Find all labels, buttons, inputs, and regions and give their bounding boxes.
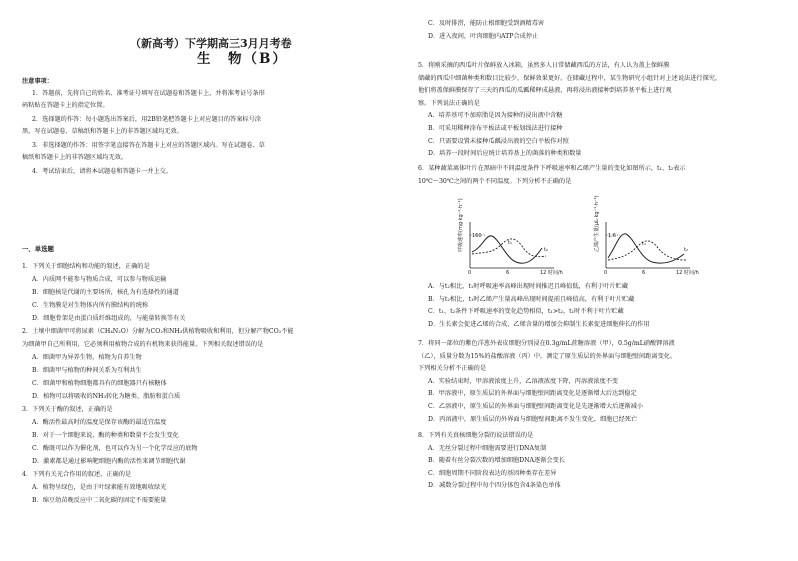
option-line: A．酶活性最高时的温度是保存该酶的最适宜温度 [32,419,167,426]
ethylene-graph [593,195,699,276]
q5-line: D．培养一段时间后应统计培养基上的菌落的种类和数量 [428,150,582,158]
svg-text:12: 12 [676,270,683,276]
question-line: 4．下列有关光合作用的叙述，正确的是 [22,471,132,478]
notice-line: 4．考试结束后，请将本试题卷和答题卡一并上交。 [32,168,173,175]
q8-line: C．细胞周期不同阶段表达的基因种类存在差异 [428,469,557,477]
option-line: C．酶既可以作为催化剂，也可以作为另一个化学反应的底物 [32,445,198,452]
q6o-line: D．生长素会促进乙烯的合成，乙烯含量的增加会抑制生长素促进细胞伸长的作用 [428,320,650,328]
q8-line: D．减数分裂过程中每个四分体包含4条染色单体 [428,482,561,490]
option-line: A．植物呈绿色，是由于叶绿素能有效地吸收绿光 [32,484,167,491]
right-ytick: 1.6 [608,233,616,239]
respiration-graph [457,198,563,276]
q7-line: （乙），质量分数为15%的盐酸溶液（丙）中，测定了原生质层的外界面与细胞壁间距离变化。 [418,352,677,360]
exam-title: （新高考）下学期高三3月月考卷 [130,37,292,50]
notice-line: 码粘贴在答题卡上的指定位置。 [22,102,109,109]
question-line: 1．下列关于细胞结构和功能的叙述，正确的是 [22,263,150,270]
svg-text:0: 0 [468,270,472,276]
q6o-line: C．t₁、t₂条件下呼吸速率的变化趋势相似，t₁>t₂，t₁时不利于叶片贮藏 [428,308,624,316]
notice-line: 1．答题前，先将自己的姓名、准考证号填写在试题卷和答题卡上，并将准考证号条形 [32,90,265,97]
rtop-line: C．及时排涝，能防止根细胞受到酒精毒害 [428,20,545,27]
notice-line: 稿纸和答题卡上的非答题区域均无效。 [22,154,128,161]
q5-line: C．只需要设置未接种瓜瓤浸出液的空白平板作对照 [428,137,569,145]
q6o-line: A．与t₂相比，t₁时呼吸速率高峰出现时间推迟且峰值低，有利于叶片贮藏 [428,283,629,290]
q6-figure [456,195,699,276]
right-label-t2: t₂ [684,247,688,253]
svg-text:6: 6 [642,270,646,276]
q5-line: 他们将盖保鲜膜保存了三天的西瓜的瓜瓤稀释成悬液，再将浸出液接种到培养基平板上进行观 [418,87,672,95]
left-ylabel: 呼吸速率(mg·kg⁻¹·h⁻¹) [458,198,464,252]
q8-line: B．随着有丝分裂次数的增加细胞DNA逐渐会变长 [428,457,565,465]
rtop-line: D．进入夜间，叶肉细胞内ATP合成停止 [428,33,539,40]
q8-line: A．无丝分裂过程中细胞需要进行DNA复制 [428,444,547,452]
q7-line: A．实验结束时，甲溶液浓度上升，乙溶液浓度下降，丙溶液浓度不变 [428,377,619,385]
q7-line: 7．将同一部位的紫色洋葱外表皮细胞分别浸在0.3g/mL蔗糖溶液（甲），0.5g/mL硝酸钾溶液 [418,340,675,347]
option-line: D．激素都是通过影响靶细胞内酶的活性来调节细胞代谢 [32,458,186,465]
svg-text:0: 0 [604,270,608,276]
left-label-t2: t₂ [544,247,548,253]
q5-line: B．可采用稀释涂布平板法或平板划线法进行接种 [428,125,563,132]
question-line: 为细菌甲自己所利用，它必须利用植物合成的有机物来获得能量。下列相关叙述错误的是 [22,341,264,348]
option-line: B．细菌甲与植物的种间关系为互利共生 [32,367,142,374]
right-label-t1: t₁ [642,241,646,247]
subject-title: 生 物（B） [197,51,288,67]
left-ytick: 160 [472,233,482,239]
notice-line: 黑，写在试题卷、草稿纸和答题卡上的非答题区域均无效。 [22,128,183,135]
section-heading: 一、单选题 [22,245,54,253]
svg-text:时间/h: 时间/h [548,270,563,276]
notice-heading: 注意事项： [22,78,53,85]
svg-text:12: 12 [540,270,547,276]
q5-line: 储藏的西瓜中细菌种类和数目比较少，保鲜效果更好。在储藏过程中，某生物研究小组针对上述说法进行探究， [418,74,722,82]
notice-line: 3．非选择题的作答：用签字笔直接答在答题卡上对应的答题区域内。写在试题卷、草 [32,142,265,149]
option-line: B．细胞核是代谢的主要场所，核孔为有选择性的通道 [32,289,179,296]
svg-text:6: 6 [506,270,510,276]
q6-line: 10℃～30℃之间的两个不同温度。下列分析不正确的是 [418,177,572,185]
q5-line: 5．将刚采摘的西瓜叶片保鲜放入冰箱，虽然多人日常储藏西瓜的方法，有人认为盖上保鲜膜 [418,62,670,69]
option-line: A．细菌甲为异养生物，植物为自养生物 [32,354,142,361]
q6o-line: B．与t₂相比，t₁时乙烯产生量高峰出现时间提前且峰值高，有利于叶片贮藏 [428,295,635,303]
q5-line: A．培养基可不加琼脂是因为接种的浸出液中含糖 [428,112,563,120]
q7-line: 下列相关分析不正确的是 [418,365,487,373]
option-line: D．植物可以将吸收的NH₃转化为糖类、脂肪和蛋白质 [32,393,181,400]
question-line: 2．土壤中细菌甲可将尿素（CH₄N₂O）分解为CO₂和NH₃供植物吸收和利用，但分解产物CO₂不能 [22,328,294,335]
option-line: A．内质网不能参与物质合成，可以参与物质运输 [32,276,167,283]
option-line: D．细胞骨架是由蛋白质纤维组成的，与能量转换等有关 [32,315,186,322]
q7-line: B．甲溶液中，原生质层的外界面与细胞壁间距离变化是逐渐增大后达到稳定 [428,390,637,398]
option-line: C．生物膜是对生物体内所有膜结构的统称 [32,302,149,309]
svg-text:时间/h: 时间/h [684,270,699,276]
q8-line: 8．下列有关真核细胞分裂的说法错误的是 [418,432,534,439]
q7-line: D．丙溶液中，原生质层的外界面与细胞壁间距离不发生变化，细胞已经死亡 [428,415,638,423]
question-line: 3．下列关于酶的叙述，正确的是 [22,406,113,413]
right-ylabel: 乙烯产生量(μL·kg⁻¹·h⁻¹) [594,195,600,252]
option-line: B．绵豆幼苗晚反应中二氧化碳的固定不需要能量 [32,497,167,504]
option-line: B．对于一个细胞来说，酶的种类和数量不会发生变化 [32,432,179,439]
q6-line: 6．某种蔬菜离体叶片在黑暗中不同温度条件下呼吸速率和乙烯产生量的变化如图所示，t₁、t₂表示 [418,165,686,172]
notice-line: 2．选择题的作答：每小题选出答案后，用2B铅笔把答题卡上对应题目的答案标号涂 [32,116,261,123]
left-label-t1: t₁ [508,240,512,246]
q5-line: 察。下列说法正确的是 [418,99,480,107]
q7-line: C．乙溶液中，原生质层的外界面与细胞壁间距离变化是先逐渐增大后逐渐减小 [428,403,644,410]
option-line: C．细菌甲和植物细胞都具有的细胞器只有核糖体 [32,380,167,387]
